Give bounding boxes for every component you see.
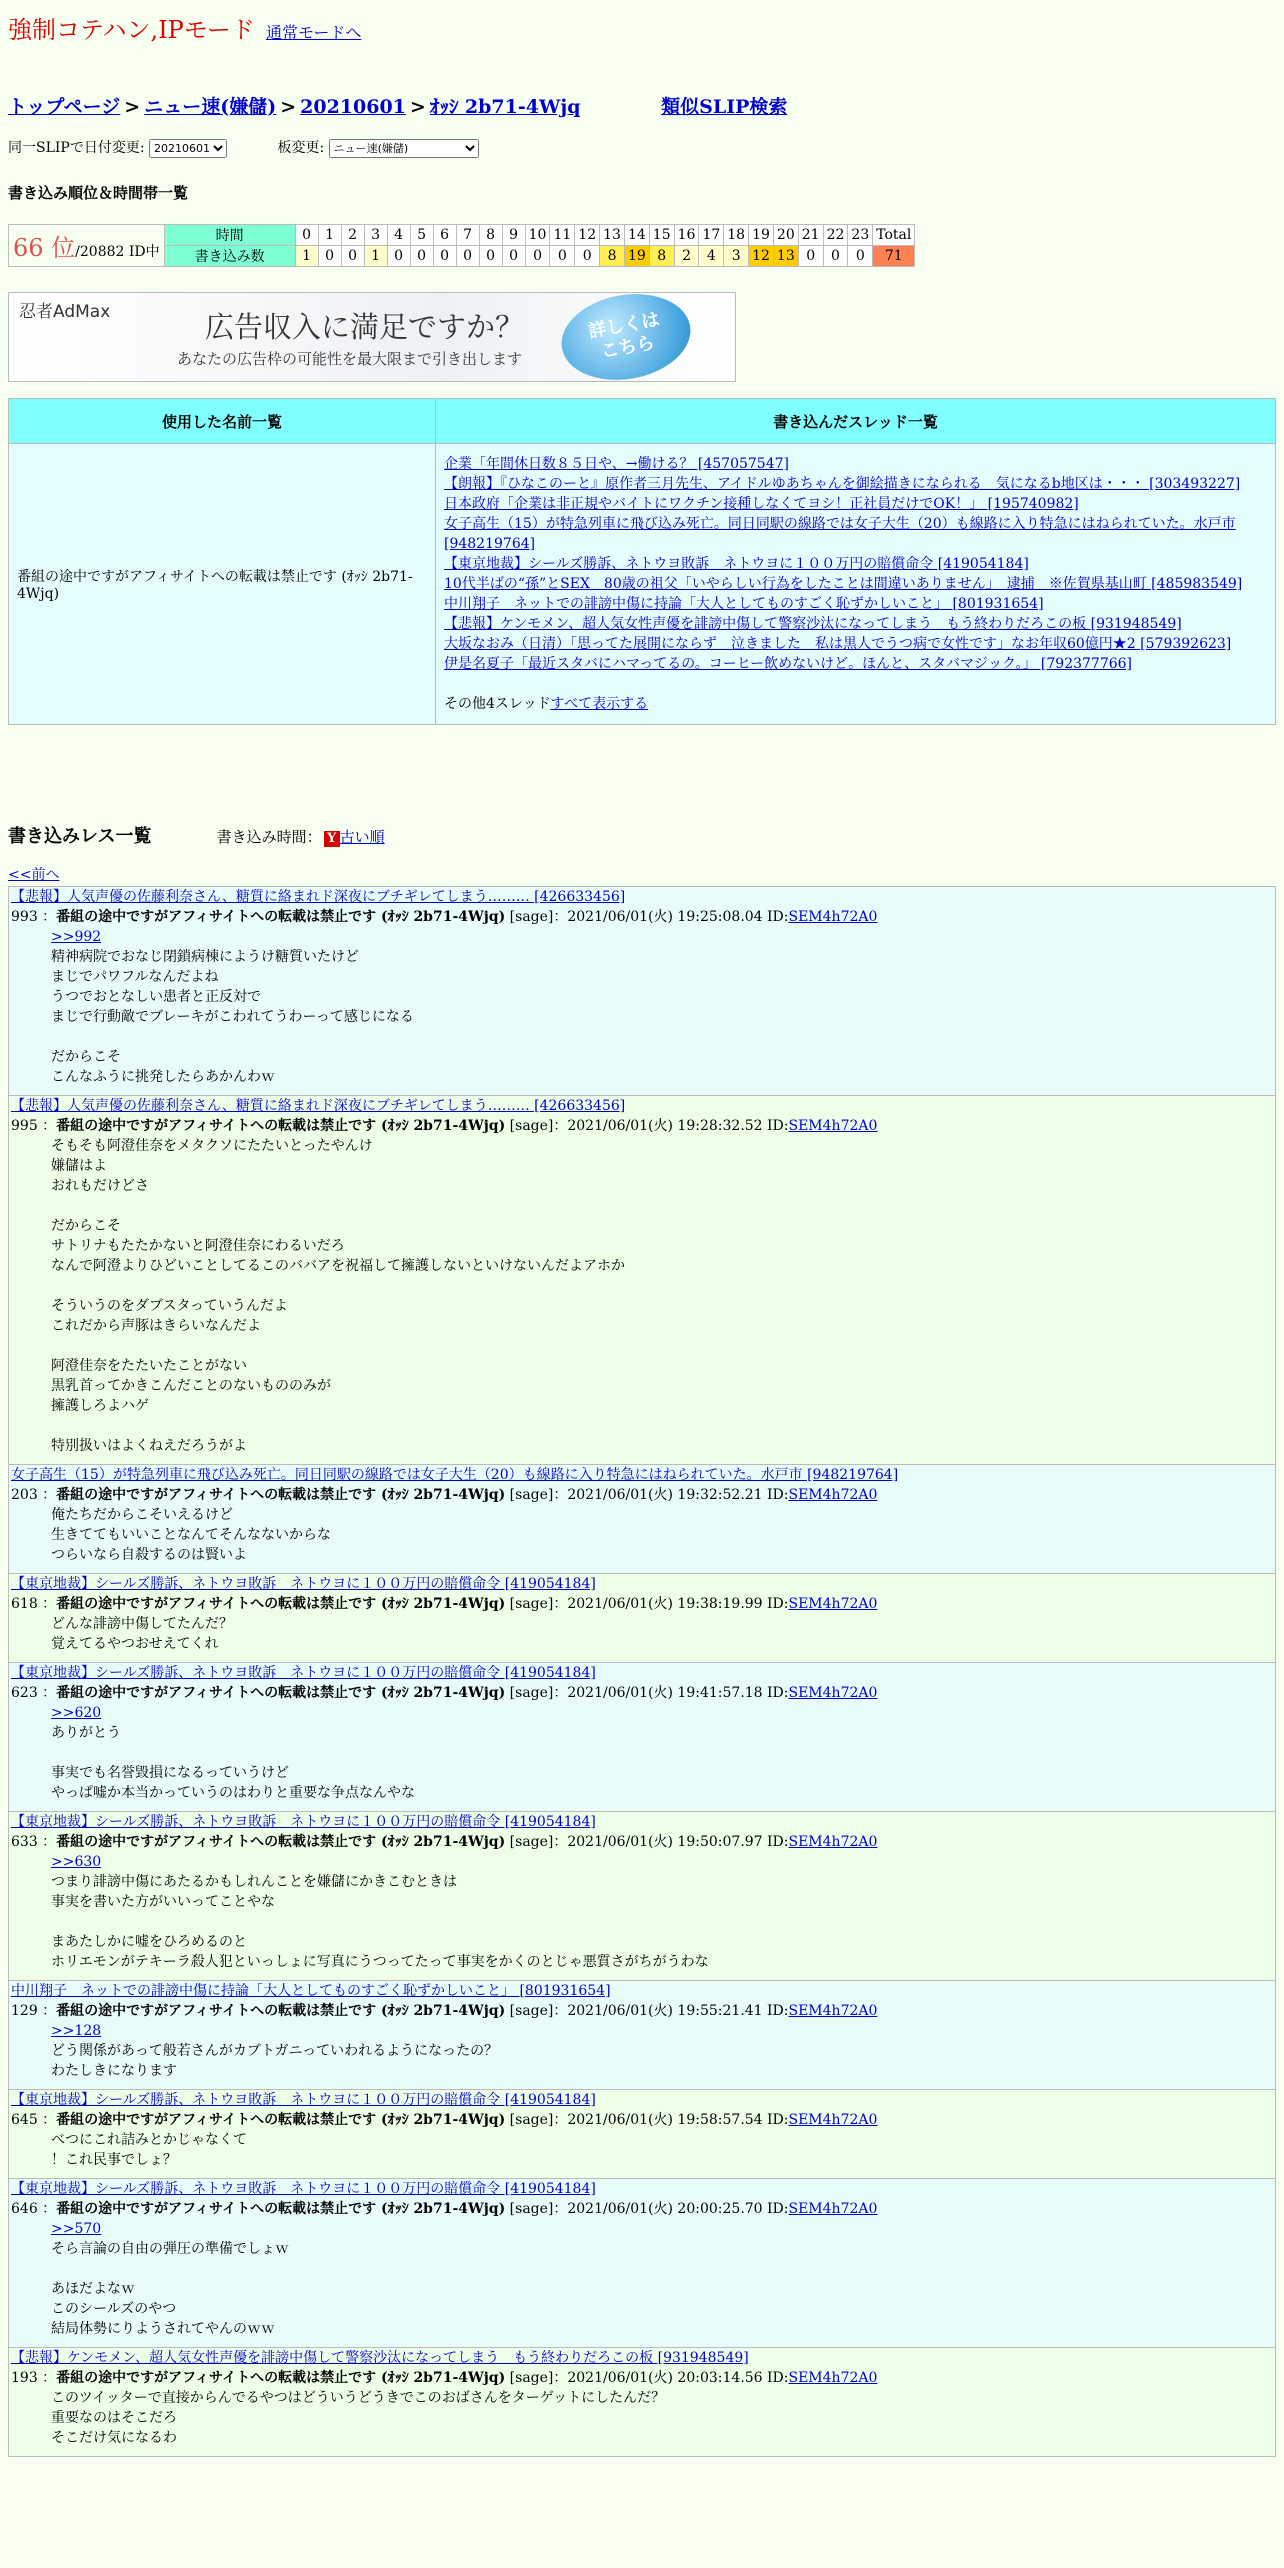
post-id-link[interactable]: SEM4h72A0 — [788, 1834, 878, 1850]
post-meta — [11, 2001, 1275, 2021]
post-body — [51, 1505, 1275, 1565]
post-thread-link[interactable]: 女子高生（15）が特急列車に飛び込み死亡。同日同駅の線路では女子大生（20）も線路に入り特急にはねられていた。水戸市 [948219764] — [11, 1467, 899, 1483]
post-thread-link[interactable]: 【東京地裁】シールズ勝訴、ネトウヨ敗訴 ネトウヨに１００万円の賠償命令 [419054184] — [11, 2181, 596, 2197]
post — [8, 1465, 1276, 1574]
res-list-title: 書き込みレス一覧 — [8, 826, 152, 847]
count-cell: 0 — [410, 246, 433, 267]
show-all-link[interactable]: すべて表示する — [550, 696, 649, 712]
sort-icon: Y — [324, 831, 340, 847]
breadcrumb — [8, 92, 787, 119]
names-column-header: 使用した名前一覧 — [9, 399, 436, 444]
post-id-link[interactable]: SEM4h72A0 — [788, 2003, 878, 2019]
post-meta — [11, 1594, 1275, 1614]
count-cell: 1 — [295, 246, 318, 267]
more-threads-count: その他4スレッド — [444, 696, 551, 712]
post-thread-link[interactable]: 【悲報】ケンモメン、超人気女性声優を誹謗中傷して警察沙汰になってしまう もう終わりだろこの板 [931948549] — [11, 2350, 749, 2366]
post-number: 645 ： — [11, 2112, 57, 2128]
post-meta — [11, 2368, 1275, 2388]
post-number: 633 ： — [11, 1834, 57, 1850]
post-number: 995 ： — [11, 1118, 57, 1134]
normal-mode-link[interactable]: 通常モードへ — [265, 23, 362, 42]
post-meta — [11, 1683, 1275, 1703]
post-thread-link[interactable]: 【悲報】人気声優の佐藤利奈さん、糖質に絡まれド深夜にブチギレてしまう……… [426633456] — [11, 1098, 626, 1114]
post-id-link[interactable]: SEM4h72A0 — [788, 2370, 878, 2386]
post — [8, 2348, 1276, 2457]
count-cell: 0 — [318, 246, 341, 267]
hour-cell: 20 — [773, 225, 798, 246]
hour-cell: 22 — [823, 225, 848, 246]
hour-cell: 13 — [600, 225, 625, 246]
oldest-first-link[interactable]: 古い順 — [339, 828, 385, 846]
post-name: 番組の途中ですがアフィサイトへの転載は禁止です (ｵｯｼ 2b71-4Wjq) — [56, 1834, 506, 1850]
post-name: 番組の途中ですがアフィサイトへの転載は禁止です (ｵｯｼ 2b71-4Wjq) — [56, 1685, 506, 1701]
post-body — [51, 2388, 1275, 2448]
breadcrumb-separator: > — [124, 96, 141, 118]
hour-cell: 5 — [410, 225, 433, 246]
post-meta — [11, 2199, 1275, 2219]
post-text: 俺たちだからこそいえるけど 生きててもいいことなんてそんなないからな つらいなら自殺するのは賢いよ — [51, 1507, 331, 1563]
post-info: [sage]：2021/06/01(火) 19:50:07.97 ID: — [505, 1834, 789, 1850]
count-cell: 0 — [341, 246, 364, 267]
post-list — [8, 886, 1276, 2457]
mode-title: 強制コテハン,IPモード — [8, 16, 255, 44]
post-info: [sage]：2021/06/01(火) 19:38:19.99 ID: — [505, 1596, 789, 1612]
count-cell: 19 — [624, 246, 649, 267]
post-body — [51, 1136, 1275, 1456]
total-header: Total — [873, 225, 915, 246]
post-info: [sage]：2021/06/01(火) 19:28:32.52 ID: — [505, 1118, 789, 1134]
board-select[interactable] — [329, 139, 479, 158]
breadcrumb-date[interactable]: 20210601 — [300, 96, 406, 118]
hour-cell: 19 — [749, 225, 774, 246]
hour-cell: 12 — [575, 225, 600, 246]
ad-brand-logo: 忍者AdMax — [19, 302, 111, 322]
used-name: 番組の途中ですがアフィサイトへの転載は禁止です (ｵｯｼ 2b71-4Wjq) — [9, 444, 436, 725]
count-cell: 0 — [502, 246, 525, 267]
hour-cell: 4 — [387, 225, 410, 246]
hour-cell: 16 — [674, 225, 699, 246]
count-cell: 0 — [456, 246, 479, 267]
post-number: 993 ： — [11, 909, 57, 925]
hour-cell: 17 — [699, 225, 724, 246]
res-list-header — [8, 822, 385, 848]
post-text: そら言論の自由の弾圧の準備でしょｗ あほだよなｗ このシールズのやつ 結局体勢にりようされてやんのｗｗ — [51, 2241, 289, 2337]
post-body — [51, 2021, 1275, 2081]
count-cell: 0 — [525, 246, 550, 267]
hour-cell: 3 — [364, 225, 387, 246]
hour-cell: 18 — [724, 225, 749, 246]
count-cell: 3 — [724, 246, 749, 267]
thread-link[interactable]: 企業「年間休日数８５日や、→働ける？ [457057547] — [444, 456, 789, 472]
count-cell: 0 — [550, 246, 575, 267]
reply-anchor-link[interactable]: >>620 — [51, 1705, 102, 1721]
ad-details-badge[interactable]: 詳しくは こちら — [555, 292, 698, 382]
count-cell: 12 — [749, 246, 774, 267]
count-cell: 4 — [699, 246, 724, 267]
post-text: このツイッターで直接からんでるやつはどういうどうきでこのおばさんをターゲットにしたんだ？ 重要なのはそこだろ そこだけ気になるわ — [51, 2390, 666, 2446]
post-info: [sage]：2021/06/01(火) 20:00:25.70 ID: — [505, 2201, 789, 2217]
rank-position: 66 位/20882 ID中 — [9, 225, 165, 267]
post-id-link[interactable]: SEM4h72A0 — [788, 2201, 878, 2217]
count-cell: 0 — [387, 246, 410, 267]
total-count: 71 — [873, 246, 915, 267]
post-text: そもそも阿澄佳奈をメタクソにたたいとったやんけ 嫌儲はよ おれもだけどさ だからこそ サトリナもたたかないと阿澄佳奈にわるいだろ なんで阿澄よりひどいことしてるこのババアを祝福して擁護しないといけないんだよアホか そういうのをダブスタっていうんだよ これだから声豚はきらいなんだよ 阿澄佳奈をたたいたことがない 黒乳首ってかきこんだことのないもののみが 擁護しろよハゲ 特別扱いはよくねえだろうがよ — [51, 1138, 625, 1454]
hour-cell: 11 — [550, 225, 575, 246]
ad-headline: 広告収入に満足ですか？ — [205, 310, 525, 344]
thread-link[interactable]: 【悲報】ケンモメン、超人気女性声優を誹謗中傷して警察沙汰になってしまう もう終わりだろこの板 [931948549] — [444, 616, 1182, 632]
post-number: 203 ： — [11, 1487, 57, 1503]
post-name: 番組の途中ですがアフィサイトへの転載は禁止です (ｵｯｼ 2b71-4Wjq) — [56, 2201, 506, 2217]
threads-column-header: 書き込んだスレッド一覧 — [436, 399, 1276, 444]
post-id-link[interactable]: SEM4h72A0 — [788, 1118, 878, 1134]
post-text: 精神病院でおなじ閉鎖病棟にようけ糖質いたけど まじでパワフルなんだよね うつでおとなしい患者と正反対で まじで行動敵でブレーキがこわれてうわーって感じになる だからこそ こんなふうに挑発したらあかんわｗ — [51, 949, 414, 1085]
reply-anchor-link[interactable]: >>128 — [51, 2023, 102, 2039]
count-cell: 2 — [674, 246, 699, 267]
hour-cell: 2 — [341, 225, 364, 246]
breadcrumb-slip[interactable]: ｵｯｼ 2b71-4Wjq — [429, 96, 581, 118]
count-cell: 13 — [773, 246, 798, 267]
post — [8, 1096, 1276, 1465]
hour-cell: 21 — [798, 225, 823, 246]
thread-link[interactable]: 伊是名夏子「最近スタバにハマってるの。コーヒー飲めないけど。ほんと、スタバマジック。」 [792377766] — [444, 656, 1133, 672]
time-label: 時間 — [164, 225, 295, 246]
post-number: 618 ： — [11, 1596, 57, 1612]
post-body — [51, 1703, 1275, 1803]
date-change-label: 同一SLIPで日付変更: — [8, 140, 145, 156]
post-name: 番組の途中ですがアフィサイトへの転載は禁止です (ｵｯｼ 2b71-4Wjq) — [56, 1596, 506, 1612]
post — [8, 2179, 1276, 2348]
prev-page-link[interactable]: <<前へ — [8, 867, 60, 883]
reply-anchor-link[interactable]: >>992 — [51, 929, 102, 945]
post-info: [sage]：2021/06/01(火) 19:32:52.21 ID: — [505, 1487, 789, 1503]
ad-subtext: あなたの広告枠の可能性を最大限まで引き出します — [177, 350, 523, 368]
breadcrumb-board[interactable]: ニュー速(嫌儲) — [144, 96, 277, 118]
count-cell: 0 — [848, 246, 873, 267]
reply-anchor-link[interactable]: >>570 — [51, 2221, 102, 2237]
post-meta — [11, 1116, 1275, 1136]
reply-anchor-link[interactable]: >>630 — [51, 1854, 102, 1870]
hourly-table — [8, 224, 915, 267]
post-text: つまり誹謗中傷にあたるかもしれんことを嫌儲にかきこむときは 事実を書いた方がいいってことやな まあたしかに嘘をひろめるのと ホリエモンがテキーラ殺人犯といっしょに写真にうつってたって事実をかくのとじゃ悪質さがちがうわな — [51, 1874, 709, 1970]
post-name: 番組の途中ですがアフィサイトへの転載は禁止です (ｵｯｼ 2b71-4Wjq) — [56, 2370, 506, 2386]
post-text: べつにこれ詰みとかじゃなくて ！これ民事でしょ？ — [51, 2132, 247, 2168]
post-meta — [11, 1485, 1275, 1505]
hour-cell: 6 — [433, 225, 456, 246]
post — [8, 2090, 1276, 2179]
post-thread-link[interactable]: 【東京地裁】シールズ勝訴、ネトウヨ敗訴 ネトウヨに１００万円の賠償命令 [419054184] — [11, 1576, 596, 1592]
selector-bar — [8, 137, 479, 158]
post — [8, 886, 1276, 1096]
count-cell: 1 — [364, 246, 387, 267]
count-cell: 0 — [798, 246, 823, 267]
hour-cell: 23 — [848, 225, 873, 246]
count-cell: 0 — [433, 246, 456, 267]
post-body — [51, 927, 1275, 1087]
post — [8, 1812, 1276, 1981]
date-select[interactable] — [149, 139, 227, 158]
count-cell: 8 — [649, 246, 674, 267]
post-number: 646 ： — [11, 2201, 57, 2217]
hour-cell: 1 — [318, 225, 341, 246]
order-label: 書き込み時間： — [216, 828, 322, 846]
post-name: 番組の途中ですがアフィサイトへの転載は禁止です (ｵｯｼ 2b71-4Wjq) — [56, 2112, 506, 2128]
post-info: [sage]：2021/06/01(火) 20:03:14.56 ID: — [505, 2370, 789, 2386]
post-id-link[interactable]: SEM4h72A0 — [788, 1685, 878, 1701]
post-meta — [11, 907, 1275, 927]
post-body — [51, 2130, 1275, 2170]
post-meta — [11, 2110, 1275, 2130]
hour-cell: 7 — [456, 225, 479, 246]
post-id-link[interactable]: SEM4h72A0 — [788, 1487, 878, 1503]
ad-banner[interactable] — [8, 292, 736, 382]
thread-link[interactable]: 10代半ばの“孫”とSEX 80歳の祖父「いやらしい行為をしたことは間違いありません」 逮捕 ※佐賀県基山町 [485983549] — [444, 576, 1243, 592]
hour-cell: 15 — [649, 225, 674, 246]
page-header — [8, 10, 361, 45]
count-label: 書き込み数 — [164, 246, 295, 267]
post-thread-link[interactable]: 【東京地裁】シールズ勝訴、ネトウヨ敗訴 ネトウヨに１００万円の賠償命令 [419054184] — [11, 1665, 596, 1681]
post-number: 623 ： — [11, 1685, 57, 1701]
post-thread-link[interactable]: 【東京地裁】シールズ勝訴、ネトウヨ敗訴 ネトウヨに１００万円の賠償命令 [419054184] — [11, 2092, 596, 2108]
post-number: 193 ： — [11, 2370, 57, 2386]
count-cell: 0 — [823, 246, 848, 267]
hour-cell: 0 — [295, 225, 318, 246]
post-id-link[interactable]: SEM4h72A0 — [788, 909, 878, 925]
board-change-label: 板変更: — [277, 140, 325, 156]
count-cell: 0 — [479, 246, 502, 267]
hour-cell: 9 — [502, 225, 525, 246]
hour-cell: 14 — [624, 225, 649, 246]
order-control — [217, 828, 385, 846]
thread-link[interactable]: 女子高生（15）が特急列車に飛び込み死亡。同日同駅の線路では女子大生（20）も線路に入り特急にはねられていた。水戸市 [948219764] — [444, 516, 1236, 552]
count-cell: 0 — [575, 246, 600, 267]
hour-cell: 8 — [479, 225, 502, 246]
post-meta — [11, 1832, 1275, 1852]
post-number: 129 ： — [11, 2003, 57, 2019]
breadcrumb-separator: > — [280, 96, 297, 118]
similar-slip-search-link[interactable]: 類似SLIP検索 — [661, 96, 788, 118]
post-text: どんな誹謗中傷してたんだ？ 覚えてるやつおせえてくれ — [51, 1616, 233, 1652]
post-body — [51, 1614, 1275, 1654]
thread-link[interactable]: 大坂なおみ（日清）「思ってた展開にならず 泣きました 私は黒人でうつ病で女性です」なお年収60億円★2 [579392623] — [444, 636, 1232, 652]
rank-heading: 書き込み順位＆時間帯一覧 — [8, 184, 189, 202]
post-id-link[interactable]: SEM4h72A0 — [788, 2112, 878, 2128]
breadcrumb-separator: > — [409, 96, 426, 118]
more-threads — [444, 694, 1267, 714]
post-text: ありがとう 事実でも名誉毀損になるっていうけど やっぱ嘘か本当かっていうのはわりと重要な争点なんやな — [51, 1725, 415, 1801]
post-thread-link[interactable]: 【悲報】人気声優の佐藤利奈さん、糖質に絡まれド深夜にブチギレてしまう……… [426633456] — [11, 889, 626, 905]
thread-link[interactable]: 【朗報】『ひなこのーと』原作者三月先生、アイドルゆあちゃんを御絵描きになられる 気になるb地区は・・・ [303493227] — [444, 476, 1241, 492]
post — [8, 1663, 1276, 1812]
post-info: [sage]：2021/06/01(火) 19:41:57.18 ID: — [505, 1685, 789, 1701]
thread-link[interactable]: 【東京地裁】シールズ勝訴、ネトウヨ敗訴 ネトウヨに１００万円の賠償命令 [419054184] — [444, 556, 1029, 572]
post-id-link[interactable]: SEM4h72A0 — [788, 1596, 878, 1612]
breadcrumb-top[interactable]: トップページ — [8, 96, 121, 118]
post-name: 番組の途中ですがアフィサイトへの転載は禁止です (ｵｯｼ 2b71-4Wjq) — [56, 1118, 506, 1134]
post — [8, 1574, 1276, 1663]
hour-cell: 10 — [525, 225, 550, 246]
post-body — [51, 1852, 1275, 1972]
post-thread-link[interactable]: 【東京地裁】シールズ勝訴、ネトウヨ敗訴 ネトウヨに１００万円の賠償命令 [419054184] — [11, 1814, 596, 1830]
post — [8, 1981, 1276, 2090]
post-name: 番組の途中ですがアフィサイトへの転載は禁止です (ｵｯｼ 2b71-4Wjq) — [56, 2003, 506, 2019]
summary-table — [8, 398, 1276, 725]
post-info: [sage]：2021/06/01(火) 19:55:21.41 ID: — [505, 2003, 789, 2019]
thread-link[interactable]: 日本政府「企業は非正規やバイトにワクチン接種しなくてヨシ！正社員だけでOK！」 [195740982] — [444, 496, 1079, 512]
post-info: [sage]：2021/06/01(火) 19:25:08.04 ID: — [505, 909, 789, 925]
thread-list — [436, 444, 1276, 725]
post-name: 番組の途中ですがアフィサイトへの転載は禁止です (ｵｯｼ 2b71-4Wjq) — [56, 909, 506, 925]
post-info: [sage]：2021/06/01(火) 19:58:57.54 ID: — [505, 2112, 789, 2128]
post-name: 番組の途中ですがアフィサイトへの転載は禁止です (ｵｯｼ 2b71-4Wjq) — [56, 1487, 506, 1503]
post-text: どう関係があって般若さんがカブトガニっていわれるようになったの？ わたしきになります — [51, 2043, 499, 2079]
post-thread-link[interactable]: 中川翔子 ネットでの誹謗中傷に持論「大人としてものすごく恥ずかしいこと」 [801931654] — [11, 1983, 611, 1999]
post-body — [51, 2219, 1275, 2339]
count-cell: 8 — [600, 246, 625, 267]
thread-link[interactable]: 中川翔子 ネットでの誹謗中傷に持論「大人としてものすごく恥ずかしいこと」 [801931654] — [444, 596, 1044, 612]
